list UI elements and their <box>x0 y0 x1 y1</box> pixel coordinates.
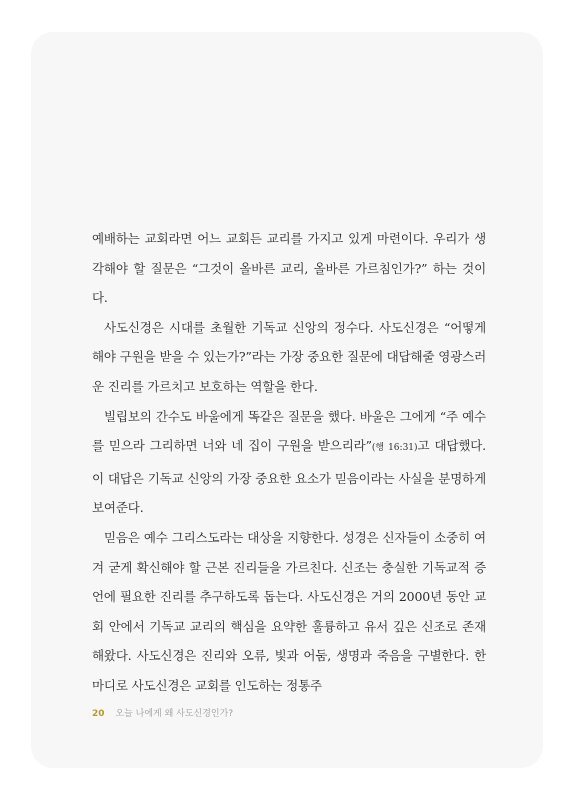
paragraph-3 <box>92 402 486 523</box>
paragraph-4: 믿음은 예수 그리스도라는 대상을 지향한다. 성경은 신자들이 소중히 여겨 굳게 확신해야 할 근본 진리들을 가르친다. 신조는 충실한 기독교적 증언에 필요한 진리를 추구하도록 돕는다. 사도신경은 거의 2000년 동안 교회 안에서 기독교 교리의 핵심을 요약한 훌륭하고 유서 깊은 신조로 존재해왔다. 사도신경은 진리와 오류, 빛과 어둠, 생명과 죽음을 구별한다. 한마디로 사도신경은 교회를 인도하는 정통주 <box>92 529 486 693</box>
paragraph-3-text-after: 고 대답했다. 이 대답은 기독교 신앙의 가장 중요한 요소가 믿음이라는 사실을 분명하게 보여준다. <box>92 438 486 516</box>
page-footer <box>92 708 233 720</box>
body-text <box>92 224 486 701</box>
running-title: 오늘 나에게 왜 사도신경인가? <box>115 709 234 719</box>
paragraph-3-text-before: 빌립보의 간수도 바울에게 똑같은 질문을 했다. 바울은 그에게 “주 예수를 믿으라 그리하면 너와 네 집이 구원을 받으리라” <box>92 408 486 454</box>
paragraph-2: 사도신경은 시대를 초월한 기독교 신앙의 정수다. 사도신경은 “어떻게 해야 구원을 받을 수 있는가?”라는 가장 중요한 질문에 대답해줄 영광스러운 진리를 가르치고 보호하는 역할을 한다. <box>92 319 486 394</box>
scripture-citation: (행 16:31) <box>371 443 418 454</box>
page-number: 20 <box>92 709 105 719</box>
paragraph-1: 예배하는 교회라면 어느 교회든 교리를 가지고 있게 마련이다. 우리가 생각해야 할 질문은 “그것이 올바른 교리, 올바른 가르침인가?” 하는 것이다. <box>92 231 486 306</box>
